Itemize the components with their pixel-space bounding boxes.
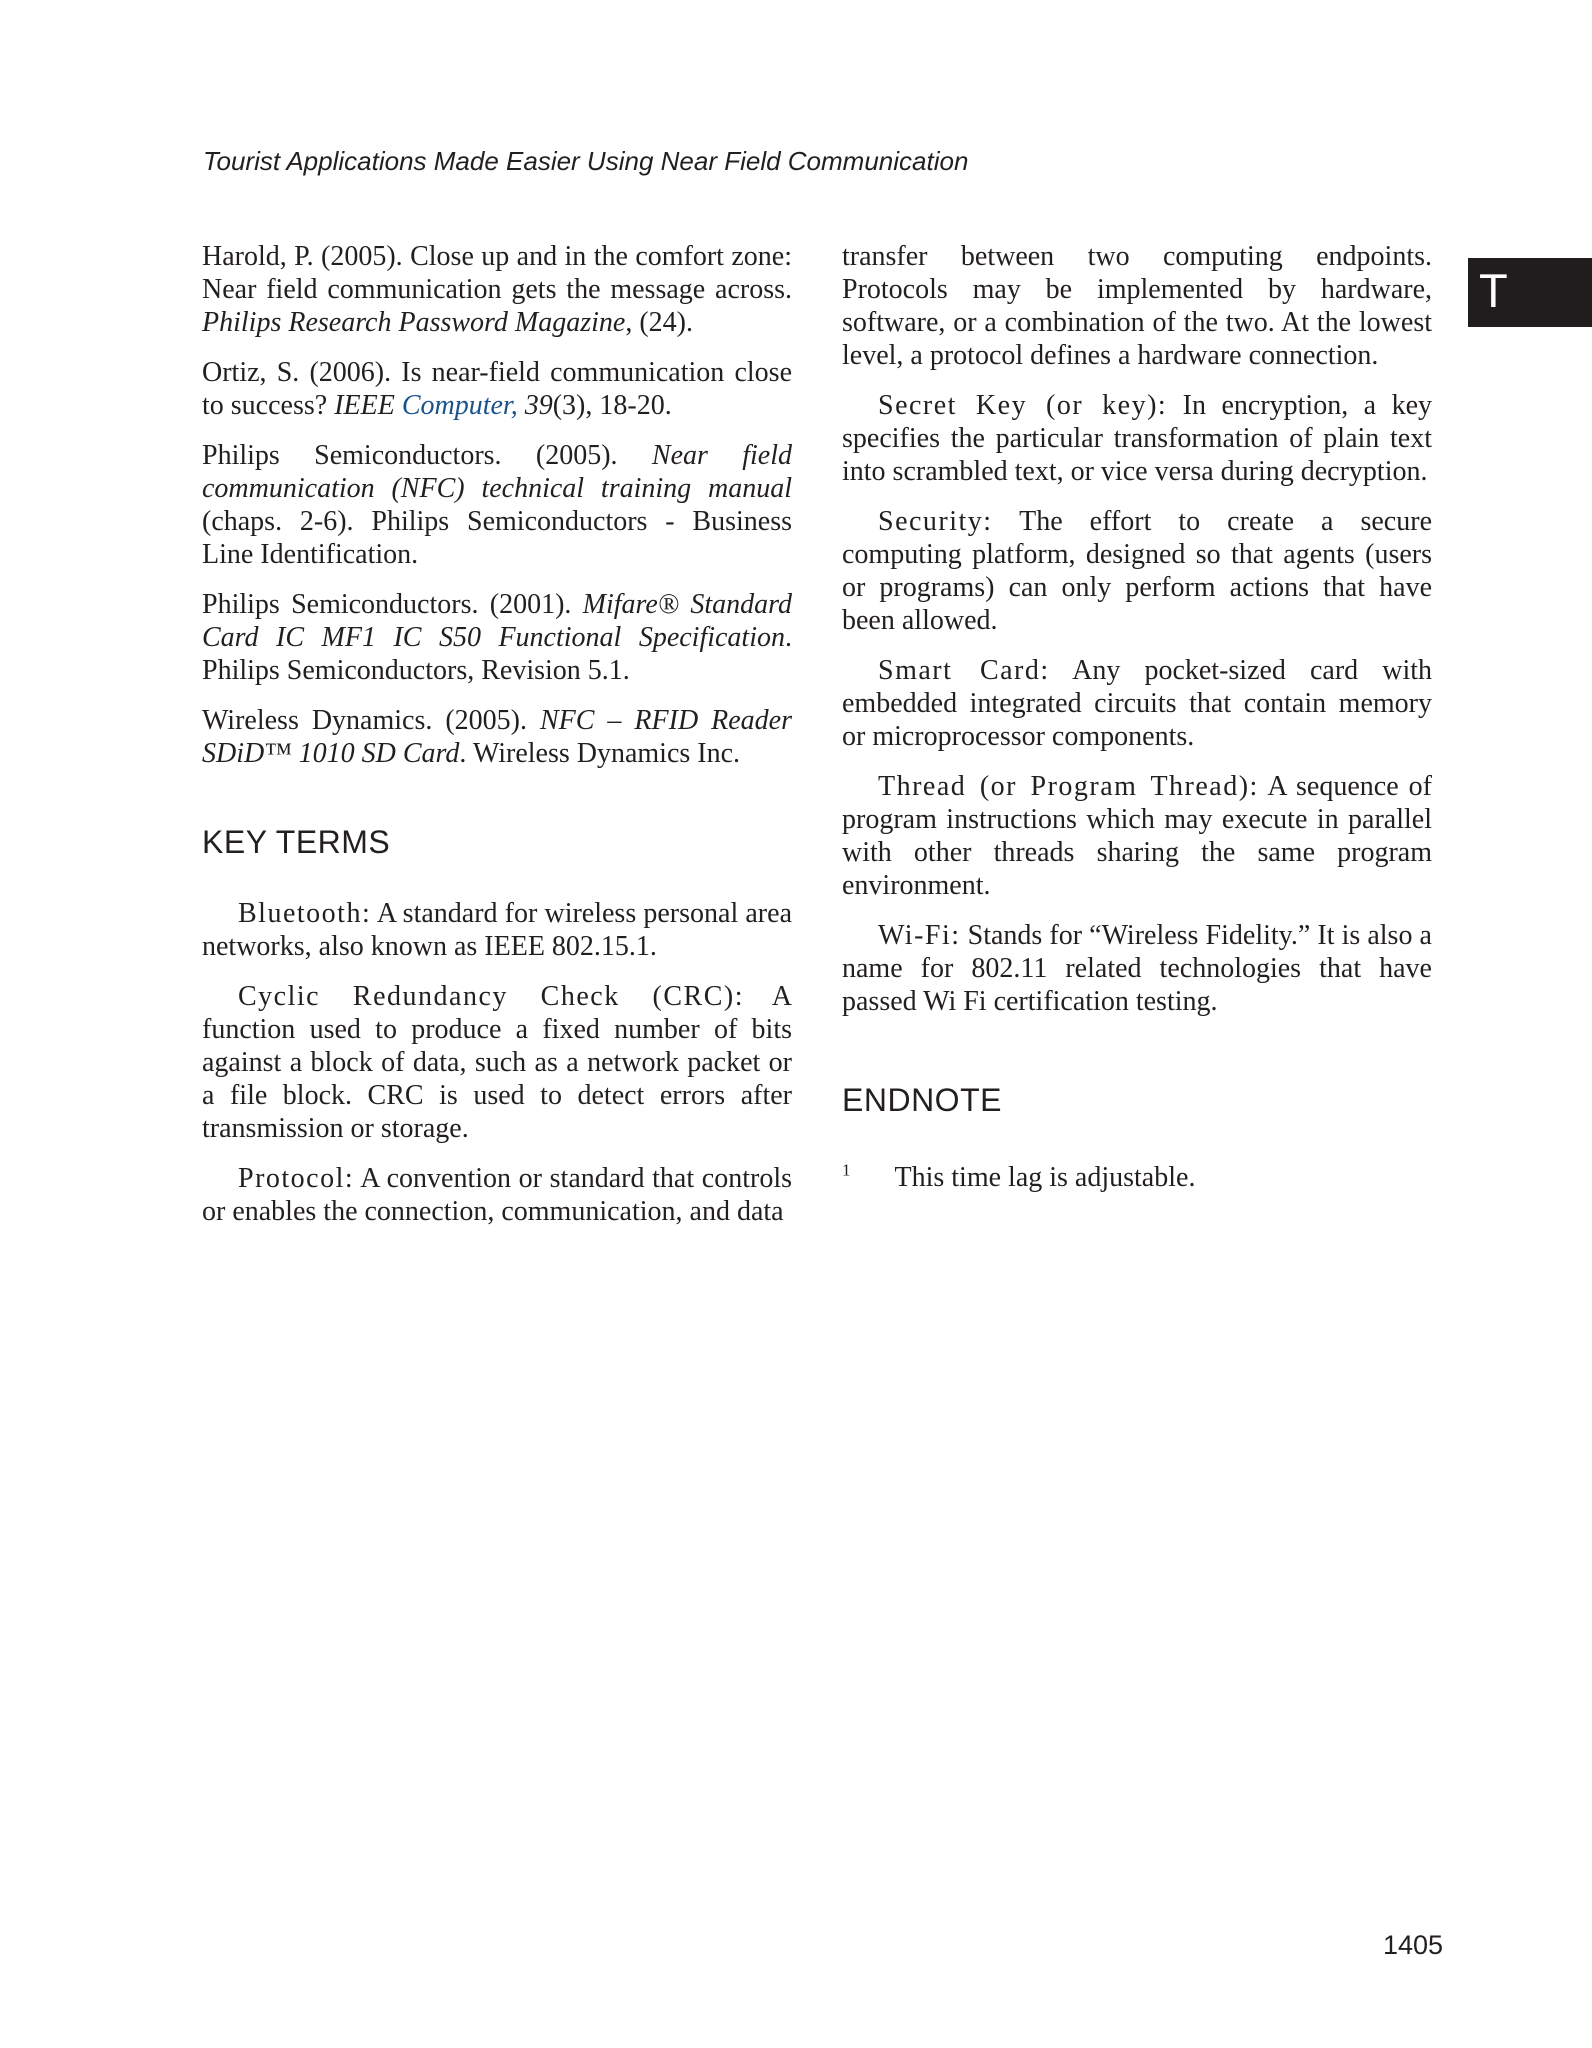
endnote-marker: 1 (842, 1160, 851, 1180)
key-term-name: Secret Key (or key): (878, 390, 1168, 421)
key-term (842, 654, 1432, 753)
key-term-name: Security: (878, 506, 993, 537)
key-term-definition: Any pocket-sized card with embedded integrated circuits that contain memory or microprocessor components. (842, 655, 1433, 752)
reference-source-title: IEEE (334, 390, 402, 421)
reference-entry (202, 356, 792, 422)
key-term-definition: A sequence of program instructions which may execute in parallel with other threads sharing the same program environment. (842, 771, 1432, 901)
reference-entry (202, 588, 792, 687)
key-term-definition: In encryption, a key specifies the particular transformation of plain text into scrambled text, or vice versa during decryption. (842, 390, 1432, 487)
reference-entry (202, 439, 792, 571)
reference-text: Philips Semiconductors. (2001). (202, 589, 583, 620)
endnote-heading: ENDNOTE (842, 1082, 1002, 1118)
protocol-definition-continuation: transfer between two computing endpoints. Protocols may be implemented by hardware, software, or a combination of the two. At the lowest level, a protocol defines a hardware connection. (842, 241, 1432, 371)
running-header: Tourist Applications Made Easier Using Near Field Communication (203, 146, 969, 176)
section-tab-t (1468, 258, 1592, 327)
section-tab-letter: T (1479, 264, 1508, 317)
reference-source-title: Philips Research Password Magazine (202, 307, 626, 338)
key-term (842, 389, 1432, 488)
reference-text: Harold, P. (2005). Close up and in the comfort zone: Near field communication gets the message across. (202, 241, 792, 305)
reference-source-title: Near field communication (NFC) technical training manual (202, 440, 792, 504)
right-column (842, 240, 1432, 1194)
reference-entry (202, 240, 792, 339)
endnote-item (842, 1161, 1432, 1194)
key-term-name: Thread (or Program Thread): (878, 771, 1259, 802)
key-term-name: Wi-Fi: (878, 920, 961, 951)
left-column (202, 240, 792, 1245)
reference-text: , (24). (625, 307, 693, 338)
reference-volume: 39 (517, 390, 553, 421)
key-term-name: Protocol: (238, 1163, 355, 1194)
ieee-computer-link[interactable]: Computer, (401, 390, 518, 421)
reference-source-title: Mifare® Standard Card IC MF1 IC S50 Functional Specification (202, 589, 792, 653)
key-term (842, 919, 1432, 1018)
key-term-name: Cyclic Redundancy Check (CRC): (238, 981, 744, 1012)
key-term-definition: The effort to create a secure computing platform, designed so that agents (users or programs) can only perform actions that have been allowed. (842, 506, 1432, 636)
reference-entry (202, 704, 792, 770)
key-term (202, 1162, 792, 1228)
reference-text: Wireless Dynamics. (2005). (202, 705, 540, 736)
key-term (202, 980, 792, 1145)
key-term (842, 770, 1432, 902)
key-term-definition: A function used to produce a fixed number of bits against a block of data, such as a network packet or a file block. CRC is used to detect errors after transmission or storage. (202, 981, 792, 1144)
reference-text: (3), 18-20. (552, 390, 672, 421)
reference-text: Philips Semiconductors. (2005). (202, 440, 652, 471)
endnote-text: This time lag is adjustable. (894, 1162, 1196, 1193)
reference-text: . Philips Semiconductors, Revision 5.1. (202, 622, 792, 686)
key-term (842, 505, 1432, 637)
page-number: 1405 (1383, 1930, 1444, 1960)
key-term-name: Smart Card: (878, 655, 1050, 686)
reference-text: Ortiz, S. (2006). Is near-field communication close to success? (202, 357, 792, 421)
key-term-definition: A convention or standard that controls or enables the connection, communication, and data (202, 1163, 792, 1227)
key-term-definition: Stands for “Wireless Fidelity.” It is also a name for 802.11 related technologies that have passed Wi Fi certification testing. (842, 920, 1432, 1017)
key-terms-heading: KEY TERMS (202, 824, 391, 860)
key-term-definition: A standard for wireless personal area networks, also known as IEEE 802.15.1. (202, 898, 792, 962)
key-term-name: Bluetooth: (238, 898, 372, 929)
reference-text: (chaps. 2-6). Philips Semiconductors - Business Line Identification. (202, 506, 792, 570)
reference-text: . Wireless Dynamics Inc. (459, 738, 741, 769)
key-term (202, 897, 792, 963)
reference-source-title: NFC – RFID Reader SDiD™ 1010 SD Card (202, 705, 792, 769)
